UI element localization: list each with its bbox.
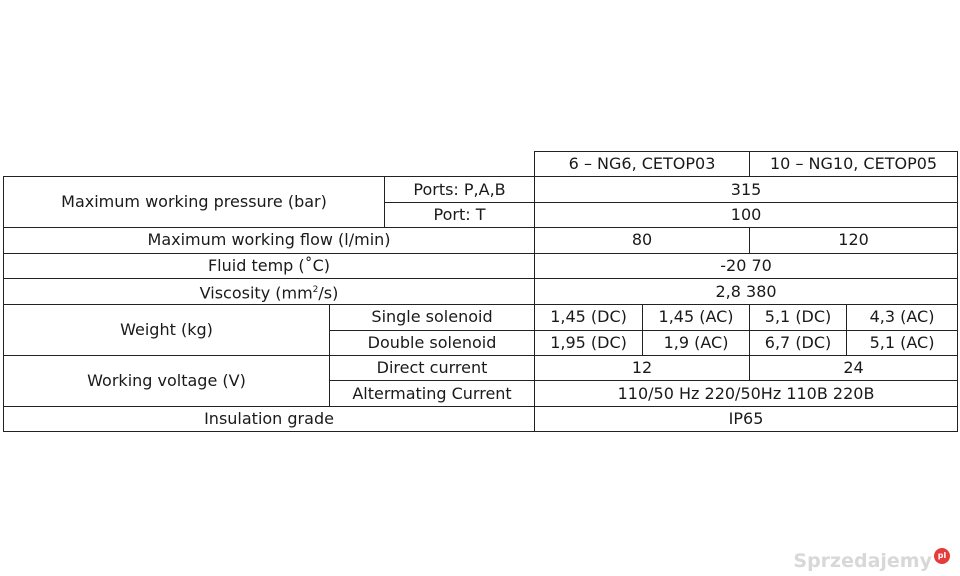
dc-value-ng6: 12 (535, 356, 750, 381)
header-ng10: 10 – NG10, CETOP05 (750, 152, 958, 177)
double-solenoid-label: Double solenoid (330, 330, 535, 355)
single-ng6-dc: 1,45 (DC) (535, 305, 643, 330)
viscosity-label-sup: 2 (312, 284, 319, 295)
pressure-label: Maximum working pressure (bar) (4, 177, 385, 228)
insulation-row (4, 406, 958, 431)
voltage-row-1 (4, 356, 958, 381)
insulation-value: IP65 (535, 406, 958, 431)
voltage-label: Working voltage (V) (4, 356, 330, 407)
viscosity-value: 2,8 380 (535, 278, 958, 304)
pressure-row-1 (4, 177, 958, 202)
fluid-temp-label: Fluid temp (˚C) (4, 253, 535, 278)
header-blank-cell (4, 152, 535, 177)
fluid-temp-value: -20 70 (535, 253, 958, 278)
double-ng10-dc: 6,7 (DC) (750, 330, 847, 355)
insulation-label: Insulation grade (4, 406, 535, 431)
double-ng6-dc: 1,95 (DC) (535, 330, 643, 355)
weight-label: Weight (kg) (4, 305, 330, 356)
fluid-temp-row (4, 253, 958, 278)
alternating-current-label: Altermating Current (330, 381, 535, 406)
weight-row-1 (4, 305, 958, 330)
dc-value-ng10: 24 (750, 356, 958, 381)
viscosity-label (4, 278, 535, 304)
flow-label: Maximum working flow (l/min) (4, 228, 535, 253)
viscosity-row (4, 278, 958, 304)
watermark-logo (793, 550, 950, 572)
single-ng10-ac: 4,3 (AC) (847, 305, 958, 330)
ports-pab-value: 315 (535, 177, 958, 202)
single-ng6-ac: 1,45 (AC) (643, 305, 750, 330)
flow-value-ng10: 120 (750, 228, 958, 253)
header-ng6: 6 – NG6, CETOP03 (535, 152, 750, 177)
header-row (4, 152, 958, 177)
double-ng10-ac: 5,1 (AC) (847, 330, 958, 355)
double-ng6-ac: 1,9 (AC) (643, 330, 750, 355)
viscosity-label-pre: Viscosity (mm (199, 283, 313, 303)
ports-pab-label: Ports: P,A,B (385, 177, 535, 202)
direct-current-label: Direct current (330, 356, 535, 381)
spec-table (3, 151, 958, 432)
single-solenoid-label: Single solenoid (330, 305, 535, 330)
port-t-label: Port: T (385, 202, 535, 227)
flow-row (4, 228, 958, 253)
flow-value-ng6: 80 (535, 228, 750, 253)
watermark-text: Sprzedajemy (793, 550, 932, 572)
viscosity-label-post: /s) (318, 283, 339, 303)
ac-value: 110/50 Hz 220/50Hz 110B 220B (535, 381, 958, 406)
port-t-value: 100 (535, 202, 958, 227)
watermark-badge: pl (934, 548, 950, 564)
single-ng10-dc: 5,1 (DC) (750, 305, 847, 330)
